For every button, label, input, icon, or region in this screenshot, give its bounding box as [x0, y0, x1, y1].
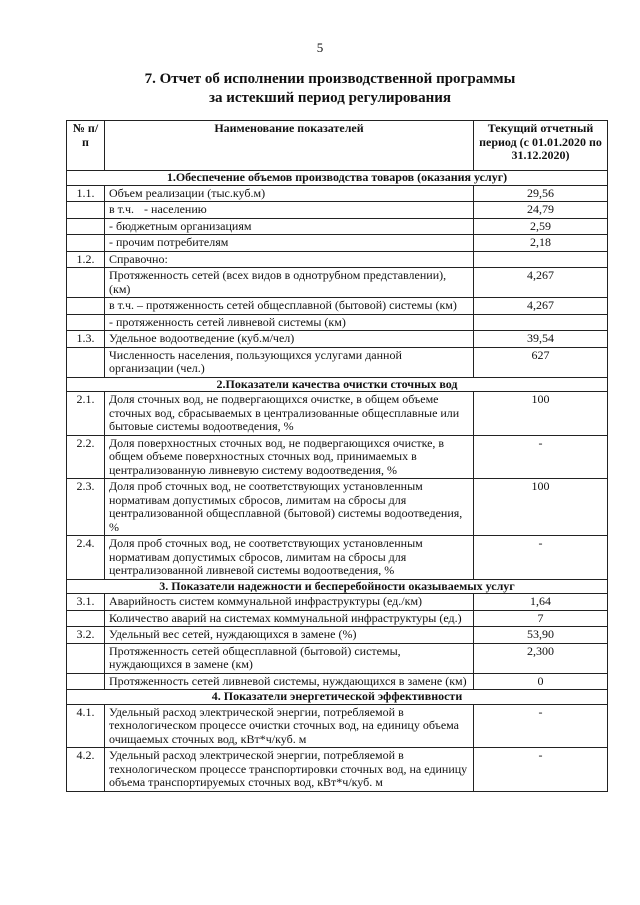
section-title: 4. Показатели энергетической эффективности	[67, 690, 608, 705]
table-row	[67, 268, 608, 298]
row-name: Протяженность сетей (всех видов в однотрубном представлении), (км)	[105, 268, 474, 298]
section-title: 1.Обеспечение объемов производства товаров (оказания услуг)	[67, 171, 608, 186]
row-number: 2.1.	[67, 392, 105, 436]
table-row	[67, 392, 608, 436]
row-value: 2,59	[474, 218, 608, 235]
header-num: № п/п	[67, 121, 105, 171]
row-value: 2,300	[474, 643, 608, 673]
row-name: Удельное водоотведение (куб.м/чел)	[105, 331, 474, 348]
row-number	[67, 235, 105, 252]
row-name-text: - населению	[144, 202, 207, 216]
title-line-1: 7. Отчет об исполнении производственной программы	[144, 71, 516, 87]
row-number: 3.1.	[67, 594, 105, 611]
table-header-row	[67, 121, 608, 171]
row-value: 29,56	[474, 185, 608, 202]
row-value: 24,79	[474, 202, 608, 219]
row-name: Справочно:	[105, 251, 474, 268]
table-row	[67, 610, 608, 627]
table-row	[67, 627, 608, 644]
table-row	[67, 536, 608, 580]
row-number: 1.2.	[67, 251, 105, 268]
section-title: 2.Показатели качества очистки сточных вод	[67, 377, 608, 392]
table-row	[67, 643, 608, 673]
row-number	[67, 643, 105, 673]
row-name: в т.ч. – протяженность сетей общесплавной (бытовой) системы (км)	[105, 298, 474, 315]
row-number: 1.1.	[67, 185, 105, 202]
row-name: Аварийность систем коммунальной инфраструктуры (ед./км)	[105, 594, 474, 611]
row-value	[474, 314, 608, 331]
row-number: 2.4.	[67, 536, 105, 580]
header-value: Текущий отчетный период (с 01.01.2020 по 31.12.2020)	[474, 121, 608, 171]
row-value: 100	[474, 392, 608, 436]
table-row	[67, 331, 608, 348]
row-name: - прочим потребителям	[105, 235, 474, 252]
row-number	[67, 218, 105, 235]
row-name: Удельный расход электрической энергии, потребляемой в технологическом процессе очистки сточных вод, на единицу объема очищаемых сточных вод, кВт*ч/куб. м	[105, 704, 474, 748]
row-number	[67, 610, 105, 627]
table-row	[67, 748, 608, 792]
row-value: 1,64	[474, 594, 608, 611]
row-name: Доля проб сточных вод, не соответствующих установленным нормативам допустимых сбросов, лимитам на сбросы для централизованной общесплавной (бытовой) системы водоотведения, %	[105, 479, 474, 536]
row-name: Доля поверхностных сточных вод, не подвергающихся очистке, в общем объеме поверхностных сточных вод, принимаемых в централизованную ливневую систему водоотведения, %	[105, 435, 474, 479]
row-name: Количество аварий на системах коммунальной инфраструктуры (ед.)	[105, 610, 474, 627]
row-value: 4,267	[474, 298, 608, 315]
row-number	[67, 314, 105, 331]
row-value: 627	[474, 347, 608, 377]
row-value: -	[474, 748, 608, 792]
row-number	[67, 673, 105, 690]
row-number: 2.2.	[67, 435, 105, 479]
row-value: -	[474, 435, 608, 479]
row-number: 2.3.	[67, 479, 105, 536]
row-name: Объем реализации (тыс.куб.м)	[105, 185, 474, 202]
row-value	[474, 251, 608, 268]
table-row	[67, 435, 608, 479]
row-name: - бюджетным организациям	[105, 218, 474, 235]
row-name: Удельный вес сетей, нуждающихся в замене (%)	[105, 627, 474, 644]
page-number: 5	[316, 40, 324, 55]
title-line-2: за истекший период регулирования	[208, 90, 452, 106]
row-number: 3.2.	[67, 627, 105, 644]
table-row	[67, 673, 608, 690]
section-row-3	[67, 579, 608, 594]
section-row-1	[67, 171, 608, 186]
table-row	[67, 298, 608, 315]
row-value: 53,90	[474, 627, 608, 644]
row-name: - протяженность сетей ливневой системы (км)	[105, 314, 474, 331]
section-row-4	[67, 690, 608, 705]
row-number: 4.2.	[67, 748, 105, 792]
table-row	[67, 202, 608, 219]
row-number: 1.3.	[67, 331, 105, 348]
row-name	[105, 202, 474, 219]
table-row	[67, 479, 608, 536]
row-value: -	[474, 536, 608, 580]
table-row	[67, 218, 608, 235]
header-name: Наименование показателей	[105, 121, 474, 171]
row-number	[67, 202, 105, 219]
section-row-2	[67, 377, 608, 392]
row-name: Доля сточных вод, не подвергающихся очистке, в общем объеме сточных вод, сбрасываемых в централизованные общесплавные или бытовые системы водоотведения, %	[105, 392, 474, 436]
row-value: 39,54	[474, 331, 608, 348]
table-row	[67, 185, 608, 202]
table-row	[67, 251, 608, 268]
row-number	[67, 268, 105, 298]
table-row	[67, 594, 608, 611]
row-name: Численность населения, пользующихся услугами данной организации (чел.)	[105, 347, 474, 377]
row-value: 7	[474, 610, 608, 627]
table-row	[67, 704, 608, 748]
row-value: 100	[474, 479, 608, 536]
row-number: 4.1.	[67, 704, 105, 748]
row-value: -	[474, 704, 608, 748]
table-row	[67, 314, 608, 331]
report-table	[66, 120, 608, 792]
row-prefix: в т.ч.	[109, 202, 135, 216]
row-name: Протяженность сетей общесплавной (бытовой) системы, нуждающихся в замене (км)	[105, 643, 474, 673]
row-number	[67, 298, 105, 315]
row-name: Доля проб сточных вод, не соответствующих установленным нормативам допустимых сбросов, лимитам на сбросы для централизованной ливневой системы водоотведения, %	[105, 536, 474, 580]
table-row	[67, 235, 608, 252]
row-value: 0	[474, 673, 608, 690]
row-value: 2,18	[474, 235, 608, 252]
report-title	[60, 70, 600, 108]
row-number	[67, 347, 105, 377]
section-title: 3. Показатели надежности и бесперебойности оказываемых услуг	[67, 579, 608, 594]
table-row	[67, 347, 608, 377]
row-name: Удельный расход электрической энергии, потребляемой в технологическом процессе транспортировки сточных вод, на единицу объема транспортируемых сточных вод, кВт*ч/куб. м	[105, 748, 474, 792]
row-name: Протяженность сетей ливневой системы, нуждающихся в замене (км)	[105, 673, 474, 690]
row-value: 4,267	[474, 268, 608, 298]
